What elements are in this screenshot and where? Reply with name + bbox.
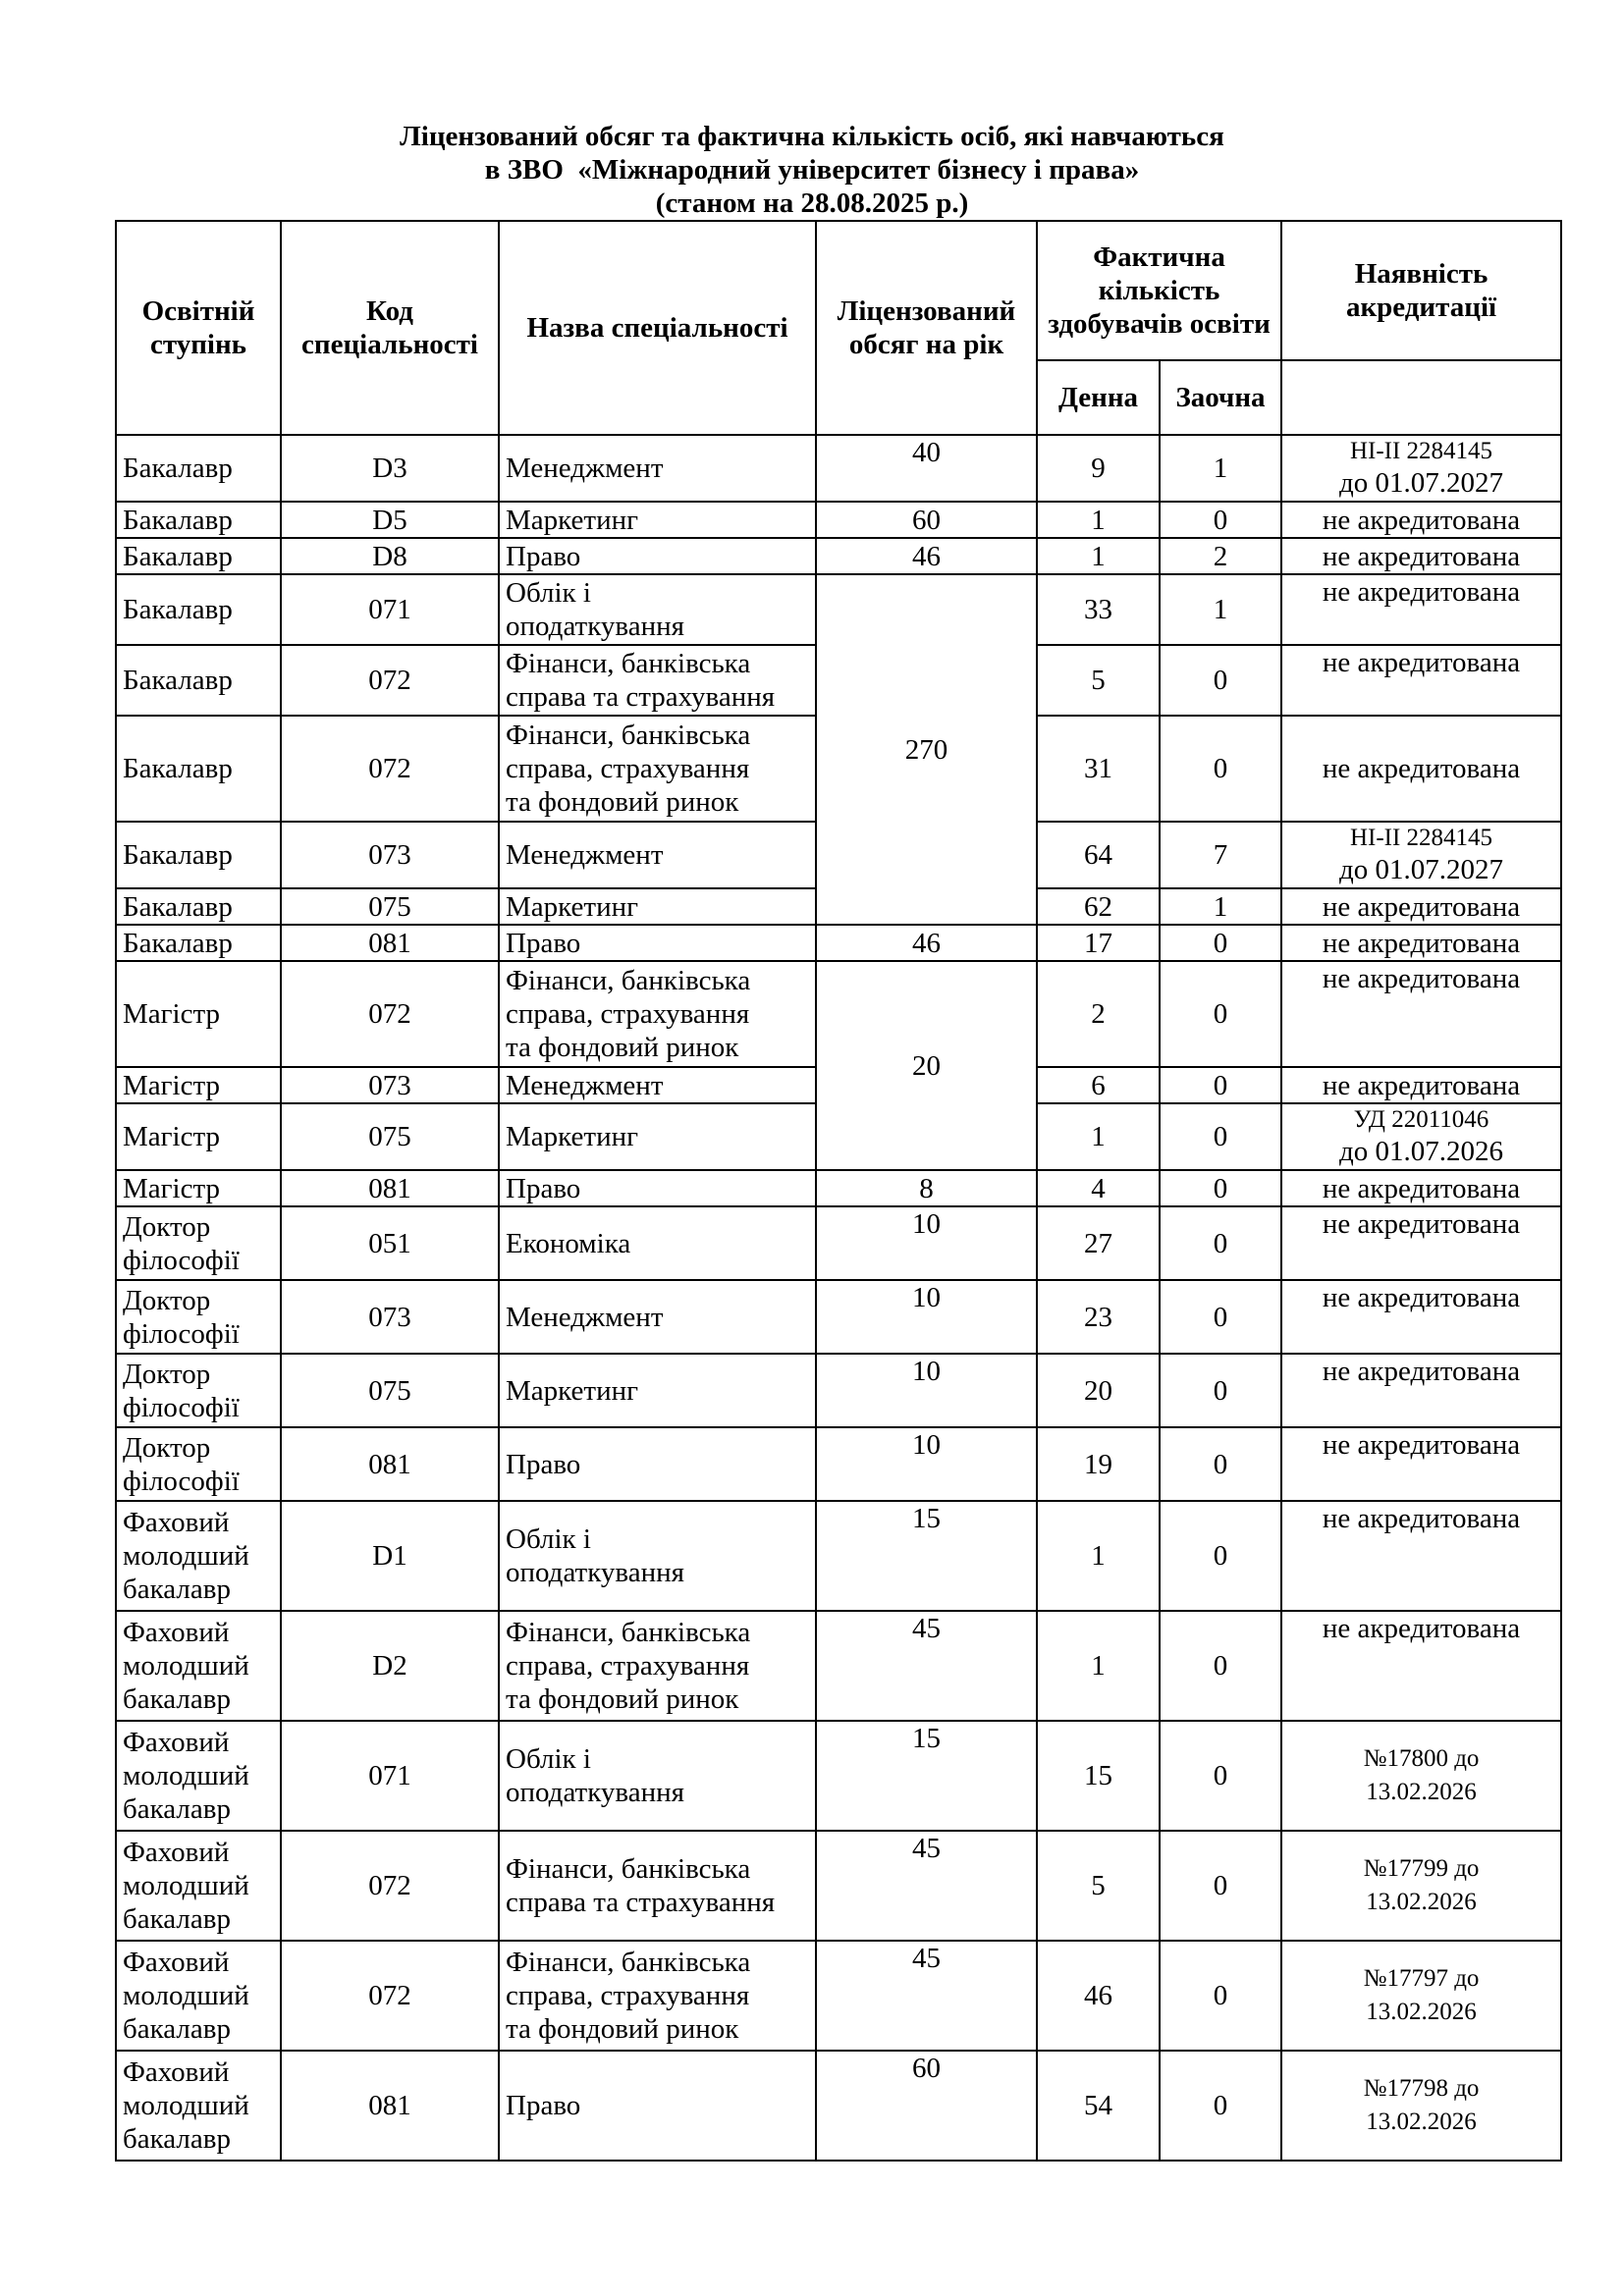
cell-extramural: 0	[1160, 1280, 1281, 1354]
cell-accreditation	[1281, 1831, 1561, 1941]
cell-code: 075	[281, 1103, 499, 1170]
cell-code: 075	[281, 888, 499, 925]
cell-accreditation: не акредитована	[1281, 502, 1561, 538]
cell-licensed: 40	[816, 435, 1037, 502]
cell-level: Бакалавр	[116, 574, 281, 645]
level-line: бакалавр	[123, 1903, 231, 1935]
cell-extramural: 0	[1160, 716, 1281, 822]
title-line-2: в ЗВО «Міжнародний університет бізнесу і права»	[484, 154, 1140, 186]
cell-licensed-merged: 270	[816, 574, 1037, 925]
cell-level: Бакалавр	[116, 925, 281, 961]
accreditation-line: 13.02.2026	[1366, 1779, 1477, 1805]
cell-accreditation: не акредитована	[1281, 1067, 1561, 1103]
table-row	[116, 1941, 1561, 2051]
header-level: Освітній ступінь	[116, 221, 281, 435]
cell-extramural: 0	[1160, 1170, 1281, 1206]
cell-accreditation: не акредитована	[1281, 1206, 1561, 1280]
header-licensed: Ліцензований обсяг на рік	[816, 221, 1037, 435]
name-line: оподаткування	[506, 611, 684, 642]
cell-level	[116, 1501, 281, 1611]
cell-day: 54	[1037, 2051, 1160, 2161]
table-row	[116, 1831, 1561, 1941]
header-accreditation-blank	[1281, 360, 1561, 435]
name-line: Облік і	[506, 1523, 591, 1555]
cell-licensed: 45	[816, 1831, 1037, 1941]
cell-day: 20	[1037, 1354, 1160, 1427]
cell-day: 6	[1037, 1067, 1160, 1103]
cell-level: Магістр	[116, 961, 281, 1067]
cell-extramural: 0	[1160, 1067, 1281, 1103]
cell-code: 081	[281, 925, 499, 961]
cell-extramural: 0	[1160, 1611, 1281, 1721]
level-line: філософії	[123, 1391, 240, 1423]
level-line: молодший	[123, 2090, 249, 2121]
cell-name	[499, 1501, 816, 1611]
cell-accreditation	[1281, 1721, 1561, 1831]
cell-level	[116, 1427, 281, 1501]
cell-licensed: 60	[816, 502, 1037, 538]
cell-accreditation: не акредитована	[1281, 1354, 1561, 1427]
cell-extramural: 1	[1160, 435, 1281, 502]
cell-name: Маркетинг	[499, 1354, 816, 1427]
level-line: Фаховий	[123, 1617, 230, 1648]
cell-name	[499, 961, 816, 1067]
accreditation-line: НІ-ІІ 2284145	[1349, 825, 1493, 851]
accreditation-line: №17797 до	[1363, 1965, 1480, 1992]
cell-licensed: 46	[816, 538, 1037, 574]
name-line: справа, страхування	[506, 1650, 750, 1682]
cell-day: 1	[1037, 1103, 1160, 1170]
cell-code: 073	[281, 1067, 499, 1103]
header-actual: Фактична кількість здобувачів освіти	[1037, 221, 1281, 360]
cell-extramural: 0	[1160, 1831, 1281, 1941]
cell-accreditation	[1281, 1103, 1561, 1170]
cell-extramural: 0	[1160, 1941, 1281, 2051]
cell-accreditation	[1281, 2051, 1561, 2161]
cell-name: Економіка	[499, 1206, 816, 1280]
name-line: оподаткування	[506, 1777, 684, 1808]
cell-level: Бакалавр	[116, 716, 281, 822]
cell-accreditation	[1281, 1941, 1561, 2051]
cell-accreditation	[1281, 435, 1561, 502]
header-day: Денна	[1037, 360, 1160, 435]
cell-licensed: 10	[816, 1206, 1037, 1280]
cell-code: D3	[281, 435, 499, 502]
name-line: та фондовий ринок	[506, 1032, 739, 1063]
name-line: Облік і	[506, 577, 591, 609]
accreditation-line: №17799 до	[1363, 1855, 1480, 1882]
level-line: Доктор	[123, 1431, 211, 1464]
title-line-1: Ліцензований обсяг та фактична кількість осіб, які навчаються	[400, 121, 1224, 152]
cell-accreditation: не акредитована	[1281, 925, 1561, 961]
level-line: філософії	[123, 1465, 240, 1497]
cell-day: 27	[1037, 1206, 1160, 1280]
cell-code: 081	[281, 1170, 499, 1206]
name-line: Облік і	[506, 1743, 591, 1775]
cell-level	[116, 1831, 281, 1941]
name-line: та фондовий ринок	[506, 2013, 739, 2045]
cell-code: 071	[281, 1721, 499, 1831]
cell-name: Право	[499, 538, 816, 574]
cell-name	[499, 1721, 816, 1831]
header-name: Назва спеціальності	[499, 221, 816, 435]
level-line: Доктор	[123, 1358, 211, 1390]
cell-licensed: 15	[816, 1721, 1037, 1831]
name-line: Фінанси, банківська	[506, 965, 751, 996]
cell-level: Бакалавр	[116, 502, 281, 538]
level-line: Фаховий	[123, 1507, 230, 1538]
cell-day: 5	[1037, 1831, 1160, 1941]
header-code: Код спеціальності	[281, 221, 499, 435]
cell-extramural: 0	[1160, 1501, 1281, 1611]
cell-accreditation: не акредитована	[1281, 1170, 1561, 1206]
cell-level	[116, 2051, 281, 2161]
level-line: молодший	[123, 1760, 249, 1791]
enrollment-table	[115, 220, 1562, 2162]
cell-licensed-merged: 20	[816, 961, 1037, 1170]
accreditation-line: НІ-ІІ 2284145	[1349, 438, 1493, 464]
cell-level: Магістр	[116, 1067, 281, 1103]
accreditation-line: УД 22011046	[1353, 1106, 1489, 1133]
cell-licensed: 45	[816, 1941, 1037, 2051]
cell-level: Магістр	[116, 1103, 281, 1170]
cell-day: 5	[1037, 645, 1160, 716]
level-line: філософії	[123, 1244, 240, 1276]
cell-name: Менеджмент	[499, 435, 816, 502]
cell-day: 33	[1037, 574, 1160, 645]
cell-code: 072	[281, 961, 499, 1067]
cell-day: 17	[1037, 925, 1160, 961]
level-line: молодший	[123, 1650, 249, 1682]
cell-level: Бакалавр	[116, 822, 281, 888]
table-row	[116, 502, 1561, 538]
name-line: справа, страхування	[506, 998, 750, 1030]
cell-name: Право	[499, 1427, 816, 1501]
cell-code: 072	[281, 716, 499, 822]
level-line: молодший	[123, 1870, 249, 1901]
cell-name	[499, 645, 816, 716]
table-row	[116, 1501, 1561, 1611]
cell-licensed: 8	[816, 1170, 1037, 1206]
cell-accreditation: не акредитована	[1281, 1501, 1561, 1611]
header-extramural: Заочна	[1160, 360, 1281, 435]
table-row	[116, 925, 1561, 961]
cell-accreditation: не акредитована	[1281, 961, 1561, 1067]
cell-name: Право	[499, 1170, 816, 1206]
name-line: справа та страхування	[506, 681, 776, 713]
cell-licensed: 10	[816, 1280, 1037, 1354]
header-row	[116, 221, 1561, 360]
name-line: оподаткування	[506, 1557, 684, 1588]
cell-day: 2	[1037, 961, 1160, 1067]
cell-code: 071	[281, 574, 499, 645]
cell-extramural: 0	[1160, 502, 1281, 538]
name-line: Фінанси, банківська	[506, 720, 751, 751]
cell-name: Маркетинг	[499, 1103, 816, 1170]
cell-code: 073	[281, 822, 499, 888]
name-line: справа, страхування	[506, 753, 750, 784]
cell-code: 081	[281, 2051, 499, 2161]
cell-accreditation: не акредитована	[1281, 574, 1561, 645]
cell-day: 46	[1037, 1941, 1160, 2051]
cell-extramural: 0	[1160, 645, 1281, 716]
cell-accreditation: не акредитована	[1281, 538, 1561, 574]
name-line: Фінанси, банківська	[506, 648, 751, 679]
table-row	[116, 1170, 1561, 1206]
level-line: бакалавр	[123, 1574, 231, 1605]
cell-code: 081	[281, 1427, 499, 1501]
cell-day: 31	[1037, 716, 1160, 822]
level-line: молодший	[123, 1980, 249, 2011]
cell-name	[499, 1831, 816, 1941]
table-row	[116, 1611, 1561, 1721]
cell-extramural: 7	[1160, 822, 1281, 888]
document-title	[0, 120, 1624, 220]
cell-extramural: 0	[1160, 961, 1281, 1067]
table-row	[116, 1206, 1561, 1280]
accreditation-line: 13.02.2026	[1366, 1999, 1477, 2025]
table-row	[116, 1280, 1561, 1354]
accreditation-line: №17798 до	[1363, 2075, 1480, 2102]
level-line: Доктор	[123, 1284, 211, 1316]
cell-day: 1	[1037, 1611, 1160, 1721]
level-line: бакалавр	[123, 2013, 231, 2045]
accreditation-line: №17800 до	[1363, 1745, 1480, 1772]
cell-accreditation: не акредитована	[1281, 1611, 1561, 1721]
level-line: Доктор	[123, 1210, 211, 1243]
cell-name: Менеджмент	[499, 1067, 816, 1103]
table-row	[116, 1427, 1561, 1501]
cell-licensed: 10	[816, 1354, 1037, 1427]
table-row	[116, 1721, 1561, 1831]
cell-accreditation	[1281, 822, 1561, 888]
name-line: Фінанси, банківська	[506, 1617, 751, 1648]
cell-day: 9	[1037, 435, 1160, 502]
cell-day: 64	[1037, 822, 1160, 888]
cell-level	[116, 1721, 281, 1831]
cell-day: 4	[1037, 1170, 1160, 1206]
cell-extramural: 0	[1160, 925, 1281, 961]
cell-licensed: 15	[816, 1501, 1037, 1611]
cell-code: 075	[281, 1354, 499, 1427]
cell-day: 62	[1037, 888, 1160, 925]
cell-level	[116, 1354, 281, 1427]
cell-licensed: 10	[816, 1427, 1037, 1501]
cell-level	[116, 1206, 281, 1280]
title-line-3: (станом на 28.08.2025 р.)	[655, 187, 969, 219]
level-line: Фаховий	[123, 1837, 230, 1868]
name-line: та фондовий ринок	[506, 1683, 739, 1715]
cell-name: Право	[499, 2051, 816, 2161]
cell-name	[499, 716, 816, 822]
cell-code: D1	[281, 1501, 499, 1611]
cell-level	[116, 1941, 281, 2051]
cell-level	[116, 1280, 281, 1354]
cell-level: Бакалавр	[116, 538, 281, 574]
cell-day: 1	[1037, 502, 1160, 538]
name-line: справа, страхування	[506, 1980, 750, 2011]
cell-code: D5	[281, 502, 499, 538]
cell-extramural: 0	[1160, 1427, 1281, 1501]
cell-day: 1	[1037, 1501, 1160, 1611]
cell-extramural: 0	[1160, 1721, 1281, 1831]
cell-extramural: 0	[1160, 1206, 1281, 1280]
cell-name	[499, 574, 816, 645]
cell-name: Маркетинг	[499, 502, 816, 538]
table-row	[116, 574, 1561, 645]
cell-code: 073	[281, 1280, 499, 1354]
name-line: Фінанси, банківська	[506, 1853, 751, 1885]
cell-level: Бакалавр	[116, 435, 281, 502]
table-row	[116, 961, 1561, 1067]
cell-extramural: 0	[1160, 1354, 1281, 1427]
cell-extramural: 1	[1160, 888, 1281, 925]
cell-accreditation: не акредитована	[1281, 1427, 1561, 1501]
cell-accreditation: не акредитована	[1281, 645, 1561, 716]
cell-code: 072	[281, 645, 499, 716]
cell-extramural: 1	[1160, 574, 1281, 645]
cell-day: 15	[1037, 1721, 1160, 1831]
cell-level: Магістр	[116, 1170, 281, 1206]
level-line: Фаховий	[123, 1727, 230, 1758]
cell-name: Менеджмент	[499, 822, 816, 888]
cell-extramural: 2	[1160, 538, 1281, 574]
level-line: філософії	[123, 1317, 240, 1350]
level-line: бакалавр	[123, 2123, 231, 2155]
cell-name: Маркетинг	[499, 888, 816, 925]
cell-name	[499, 1611, 816, 1721]
cell-licensed: 46	[816, 925, 1037, 961]
cell-licensed: 45	[816, 1611, 1037, 1721]
level-line: Фаховий	[123, 2056, 230, 2088]
accreditation-line: до 01.07.2027	[1339, 467, 1504, 499]
cell-licensed: 60	[816, 2051, 1037, 2161]
level-line: бакалавр	[123, 1793, 231, 1825]
cell-extramural: 0	[1160, 1103, 1281, 1170]
cell-day: 1	[1037, 538, 1160, 574]
cell-name	[499, 1941, 816, 2051]
cell-name: Менеджмент	[499, 1280, 816, 1354]
cell-code: 072	[281, 1941, 499, 2051]
cell-accreditation: не акредитована	[1281, 716, 1561, 822]
cell-code: 072	[281, 1831, 499, 1941]
cell-code: D2	[281, 1611, 499, 1721]
level-line: Фаховий	[123, 1947, 230, 1978]
table-row	[116, 2051, 1561, 2161]
table-row	[116, 435, 1561, 502]
cell-extramural: 0	[1160, 2051, 1281, 2161]
cell-day: 23	[1037, 1280, 1160, 1354]
name-line: справа та страхування	[506, 1887, 776, 1918]
name-line: Фінанси, банківська	[506, 1947, 751, 1978]
cell-level: Бакалавр	[116, 645, 281, 716]
level-line: молодший	[123, 1540, 249, 1572]
accreditation-line: 13.02.2026	[1366, 1889, 1477, 1915]
cell-name: Право	[499, 925, 816, 961]
cell-code: 051	[281, 1206, 499, 1280]
cell-day: 19	[1037, 1427, 1160, 1501]
accreditation-line: до 01.07.2026	[1339, 1136, 1504, 1167]
accreditation-line: 13.02.2026	[1366, 2109, 1477, 2135]
cell-accreditation: не акредитована	[1281, 1280, 1561, 1354]
table-row	[116, 538, 1561, 574]
level-line: бакалавр	[123, 1683, 231, 1715]
cell-level: Бакалавр	[116, 888, 281, 925]
name-line: та фондовий ринок	[506, 786, 739, 818]
cell-code: D8	[281, 538, 499, 574]
accreditation-line: до 01.07.2027	[1339, 854, 1504, 885]
cell-accreditation: не акредитована	[1281, 888, 1561, 925]
cell-level	[116, 1611, 281, 1721]
header-accreditation: Наявність акредитації	[1281, 221, 1561, 360]
table-row	[116, 1354, 1561, 1427]
